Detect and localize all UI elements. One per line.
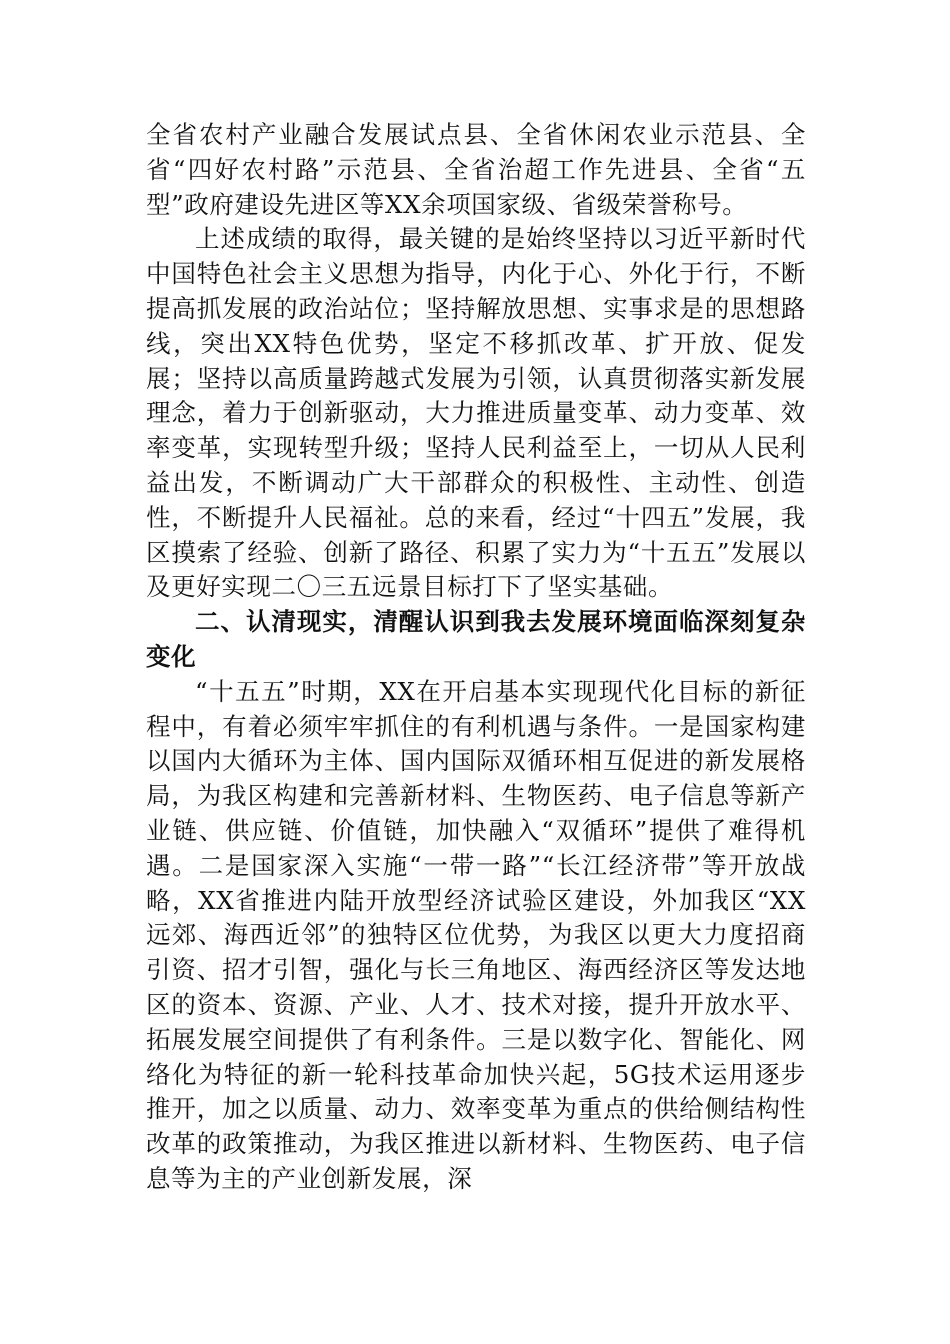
section-heading: 二、认清现实，清醒认识到我去发展环境面临深刻复杂变化 xyxy=(146,607,806,671)
paragraph-opportunities: “十五五”时期，XX在开启基本实现现代化目标的新征程中，有着必须牢牢抓住的有利机遇与条件。一是国家构建以国内大循环为主体、国内国际双循环相互促进的新发展格局，为我区构建和完善新材料、生物医药、电子信息等新产业链、供应链、价值链，加快融入“双循环”提供了难得机遇。二是国家深入实施“一带一路”“长江经济带”等开放战略，XX省推进内陆开放型经济试验区建设，外加我区“XX远郊、海西近邻”的独特区位优势，为我区以更大力度招商引资、招才引智，强化与长三角地区、海西经济区等发达地区的资本、资源、产业、人才、技术对接，提升开放水平、拓展发展空间提供了有利条件。三是以数字化、智能化、网络化为特征的新一轮科技革命加快兴起，5G技术运用逐步推开，加之以质量、动力、效率变革为重点的供给侧结构性改革的政策推动，为我区推进以新材料、生物医药、电子信息等为主的产业创新发展，深 xyxy=(146,676,806,1193)
document-page xyxy=(146,118,806,1197)
paragraph-achievements-summary: 上述成绩的取得，最关键的是始终坚持以习近平新时代中国特色社会主义思想为指导，内化于心、外化于行，不断提高抓发展的政治站位；坚持解放思想、实事求是的思想路线，突出XX特色优势，坚定不移抓改革、扩开放、促发展；坚持以高质量跨越式发展为引领，认真贯彻落实新发展理念，着力于创新驱动，大力推进质量变革、动力变革、效率变革，实现转型升级；坚持人民利益至上，一切从人民利益出发，不断调动广大干部群众的积极性、主动性、创造性，不断提升人民福祉。总的来看，经过“十四五”发展，我区摸索了经验、创新了路径、积累了实力为“十五五”发展以及更好实现二〇三五远景目标打下了坚实基础。 xyxy=(146,224,806,602)
paragraph-honors-continued: 全省农村产业融合发展试点县、全省休闲农业示范县、全省“四好农村路”示范县、全省治超工作先进县、全省“五型”政府建设先进区等XX余项国家级、省级荣誉称号。 xyxy=(146,120,806,219)
